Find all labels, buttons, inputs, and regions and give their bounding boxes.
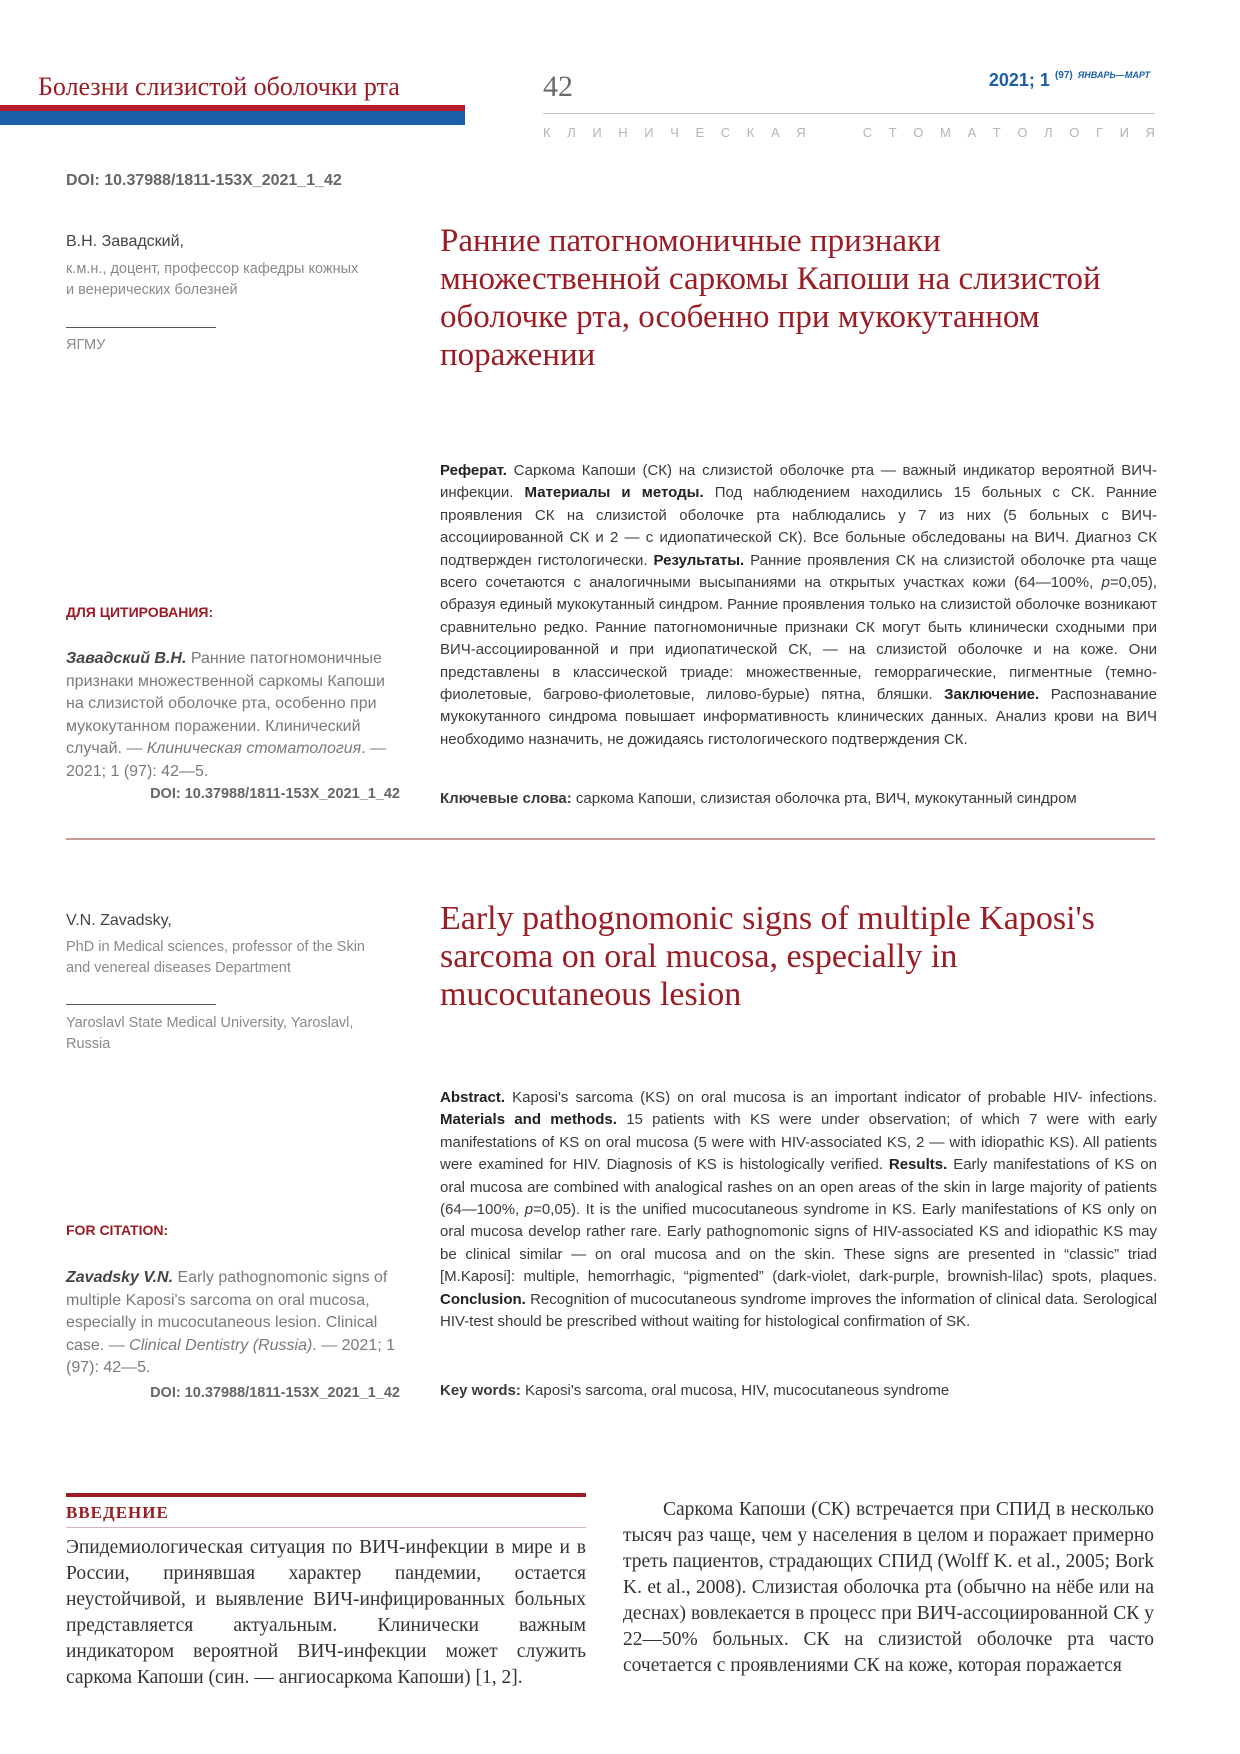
journal-letter: И — [644, 125, 654, 140]
abstract-ru-text-3a: Ранние проявления СК на слизистой оболочке рта чаще всего сочетаются с аналогичными высыпаниями на открытых участках кожи (64—100%, — [440, 551, 1157, 592]
section-title: Болезни слизистой оболочки рта — [38, 72, 400, 101]
abstract-ru-text-3b: =0,05), образуя единый мукокутанный синдром. Ранние проявления только на слизистой оболочке возникают сравнительно редко. Ранние патогномоничные признаки СК могут быть клинически сходными при ВИЧ-ассоциированной и при идиопатической СК, — на слизистой оболочке и на коже. Они представлены в классической триаде: множественные, геморрагические, пигментные (темно-фиолетовые, багрово-фиолетовые, лилово-бурые) пятна, бляшки. — [440, 574, 1157, 704]
keywords-ru — [440, 790, 1157, 807]
citation-text-en: Early pathognomonic signs of multiple Kaposi's sarcoma on oral mucosa, especially in mucocutaneous lesion. Clinical case. — — [66, 1269, 388, 1354]
journal-letter: Л — [567, 125, 576, 140]
journal-letter: Л — [1044, 125, 1053, 140]
journal-gap — [822, 125, 826, 140]
author-rule-ru — [66, 327, 216, 328]
journal-name — [543, 125, 1155, 140]
keywords-ru-label: Ключевые слова: — [440, 790, 572, 807]
author-name-ru: В.Н. Завадский, — [66, 233, 184, 250]
abstract-en-p-symbol: p — [524, 1201, 534, 1219]
journal-letter: О — [913, 125, 924, 140]
intro-heading: ВВЕДЕНИЕ — [66, 1503, 169, 1522]
abstract-en-conclusion-label: Conclusion. — [440, 1290, 526, 1308]
citation-doi-en: DOI: 10.37988/1811-153X_2021_1_42 — [150, 1385, 400, 1401]
abstract-en-text-3a: Early manifestations of KS on oral mucosa are combined with analogical rashes on an open areas of the skin in large majority of patients (64—100%, — [440, 1156, 1157, 1219]
author-desc-en-line-1: PhD in Medical sciences, professor of the Skin — [66, 939, 365, 955]
keywords-en — [440, 1382, 1157, 1399]
author-desc-en — [66, 937, 411, 979]
abstract-en-text-3b: =0,05). It is the unified mucocutaneous syndrome in KS. Early manifestations of KS only on oral mucosa develop rather rare. Early pathognomonic signs of HIV-associated KS and idiopathic KS may be clinical similar — on oral mucosa and on the skin. These signs are presented in “classic” triad [M.Kaposi]: multiple, hemorrhagic, “pigmented” (dark-violet, dark-purple, brownish-lilac) spots, plaques. — [440, 1201, 1157, 1286]
citation-label-ru: ДЛЯ ЦИТИРОВАНИЯ: — [66, 604, 214, 620]
issue-months: ЯНВАРЬ—МАРТ — [1077, 70, 1150, 80]
page-number: 42 — [543, 70, 573, 103]
article-title-en: Early pathognomonic signs of multiple Kaposi's sarcoma on oral mucosa, especially in mucocutaneous lesion — [440, 900, 1095, 1013]
intro-rule — [66, 1493, 586, 1497]
citation-tail-en: . — 2021; 1 (97): 42—5. — [66, 1336, 396, 1376]
abstract-en-text-4: Recognition of mucocutaneous syndrome improves the information of clinical data. Serological HIV-test should be prescribed without waiting for histological confirmation of SK. — [440, 1290, 1157, 1331]
citation-tail-ru: . — 2021; 1 (97): 42—5. — [66, 740, 387, 780]
affiliation-ru: ЯГМУ — [66, 337, 106, 353]
journal-letter: Т — [992, 125, 1001, 140]
journal-letter: Я — [1145, 125, 1155, 140]
journal-gap — [843, 125, 847, 140]
journal-letter: Г — [1095, 125, 1103, 140]
journal-letter: Ч — [670, 125, 679, 140]
abstract-ru-results-label: Результаты. — [653, 551, 745, 569]
citation-author-en: Zavadsky V.N. — [66, 1269, 174, 1286]
citation-doi-ru: DOI: 10.37988/1811-153X_2021_1_42 — [150, 786, 400, 802]
issue-number: (97) — [1054, 70, 1073, 81]
author-desc-ru-line-1: к.м.н., доцент, профессор кафедры кожных — [66, 261, 359, 277]
issue-year: 2021; 1 — [988, 70, 1050, 90]
issue-info — [989, 70, 1150, 91]
affiliation-en-line-1: Yaroslavl State Medical University, Yaroslavl, — [66, 1015, 354, 1031]
journal-letter: О — [1069, 125, 1080, 140]
doi: DOI: 10.37988/1811-153X_2021_1_42 — [66, 172, 342, 189]
journal-letter: Т — [888, 125, 897, 140]
affiliation-en — [66, 1013, 411, 1055]
journal-letter: Е — [695, 125, 705, 140]
abstract-ru — [440, 460, 1157, 751]
journal-letter: К — [746, 125, 755, 140]
abstract-ru-text-4: Распознавание мукокутанного синдрома повышает информативность клинических данных. Анализ крови на ВИЧ необходимо назначить, не дожидаясь гистологического подтверждения СК. — [440, 686, 1157, 748]
journal-letter: И — [1119, 125, 1129, 140]
author-rule-en — [66, 1004, 216, 1005]
author-desc-ru-line-2: и венерических болезней — [66, 282, 238, 298]
abstract-ru-conclusion-label: Заключение. — [944, 686, 1040, 704]
abstract-ru-text-2: Под наблюдением находились 15 больных с СК. Ранние проявления СК на слизистой оболочке рта наблюдались у 7 из них (5 больных с ВИЧ-ассоциированной СК и 2 — с идиопатической СК). Все больные обследованы на ВИЧ. Диагноз СК подтвержден гистологически. — [440, 484, 1158, 569]
citation-ru — [66, 648, 406, 783]
journal-letter: А — [967, 125, 977, 140]
abstract-en-text-2: 15 patients with KS were under observation; of which 7 were with early manifestations of KS on oral mucosa (5 were with HIV-associated KS, 2 — with idiopathic KS). All patients were examined for HIV. Diagnosis of KS is histologically verified. — [440, 1111, 1157, 1174]
abstract-en — [440, 1087, 1157, 1333]
abstract-ru-p-symbol: p — [1101, 574, 1110, 592]
citation-journal-ru: Клиническая стоматология — [146, 740, 362, 757]
keywords-en-text: Kaposi's sarcoma, oral mucosa, HIV, mucocutaneous syndrome — [520, 1382, 950, 1399]
abstract-en-results-label: Results. — [888, 1156, 948, 1174]
abstract-en-methods-label: Materials and methods. — [440, 1111, 617, 1129]
journal-letter: Я — [796, 125, 806, 140]
article-title-ru: Ранние патогномоничные признаки множественной саркомы Капоши на слизистой оболочке рта, особенно при мукокутанном поражении — [440, 223, 1101, 373]
section-divider — [66, 838, 1155, 840]
citation-text-ru: Ранние патогномоничные признаки множественной саркомы Капоши на слизистой оболочке рта, особенно при мукокутанном поражении. Клинический случай. — — [66, 650, 385, 757]
journal-letter: С — [720, 125, 731, 140]
journal-letter: С — [862, 125, 873, 140]
affiliation-en-line-2: Russia — [66, 1036, 111, 1052]
journal-letter: А — [770, 125, 780, 140]
header-rule — [543, 113, 1155, 114]
journal-letter: О — [1017, 125, 1028, 140]
abstract-ru-methods-label: Материалы и методы. — [524, 484, 704, 502]
citation-author-ru: Завадский В.Н. — [66, 650, 187, 667]
abstract-ru-label: Реферат. — [440, 462, 507, 479]
abstract-ru-text-1: Саркома Капоши (СК) на слизистой оболочке рта — важный индикатор вероятной ВИЧ-инфекции. — [440, 462, 1157, 502]
author-desc-en-line-2: and venereal diseases Department — [66, 960, 291, 976]
journal-letter: К — [543, 125, 551, 140]
citation-en — [66, 1267, 406, 1380]
abstract-en-text-1: Kaposi's sarcoma (KS) on oral mucosa is an important indicator of probable HIV- infections. — [505, 1089, 1157, 1106]
intro-column-2: Саркома Капоши (СК) встречается при СПИД в несколько тысяч раз чаще, чем у населения в целом и поражает примерно треть пациентов, страдающих СПИД (Wolff K. et al., 2005; Bork K. et al., 2008). Слизистая оболочка рта (обычно на нёбе или на деснах) вовлекается в процесс при ВИЧ-ассоциированной СК у 22—50% больных. СК на слизистой оболочке рта часто сочетается с проявлениями СК на коже, которая поражается — [623, 1499, 1154, 1676]
abstract-en-label: Abstract. — [440, 1089, 506, 1106]
intro-underline — [66, 1527, 586, 1528]
journal-letter: Н — [618, 125, 628, 140]
citation-journal-en: Clinical Dentistry (Russia) — [129, 1336, 313, 1354]
keywords-ru-text: саркома Капоши, слизистая оболочка рта, ВИЧ, мукокутанный синдром — [571, 790, 1077, 807]
journal-letter: М — [940, 125, 951, 140]
author-desc-ru — [66, 259, 406, 301]
keywords-en-label: Key words: — [440, 1382, 521, 1399]
intro-column-1: Эпидемиологическая ситуация по ВИЧ-инфекции в мире и в России, принявшая характер пандемии, остается неустойчивой, и выявление ВИЧ-инфицированных больных представляется актуальным. Клинически важным индикатором вероятной ВИЧ-инфекции может служить саркома Капоши (син. — ангиосаркома Капоши) [1, 2]. — [66, 1537, 586, 1688]
author-name-en: V.N. Zavadsky, — [66, 912, 172, 929]
header-bar-blue — [0, 111, 465, 125]
journal-letter: И — [592, 125, 602, 140]
citation-label-en: FOR CITATION: — [66, 1222, 169, 1238]
